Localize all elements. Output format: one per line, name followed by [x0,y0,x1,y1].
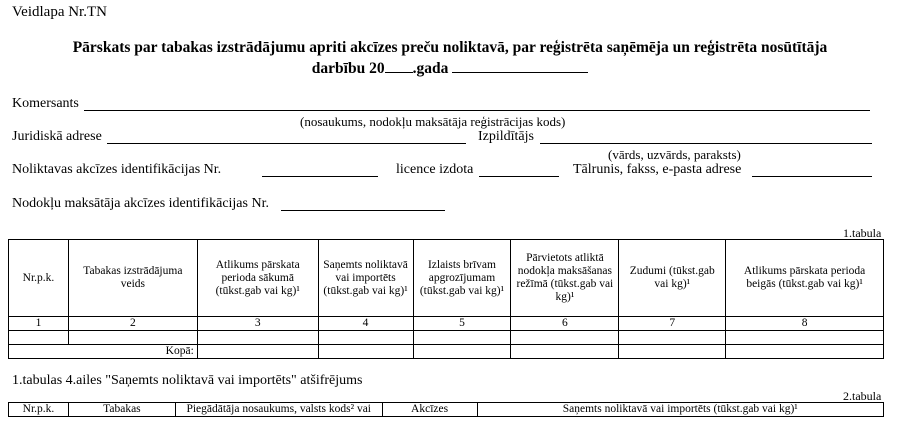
noliktavas-id-field[interactable] [262,176,378,177]
komersants-label: Komersants [12,96,79,111]
t2-header-piegadatajs: Piegādātāja nosaukums, valsts kods² vai [175,403,382,417]
t1-header-sanemts: Saņemts noliktavā vai importēts (tūkst.gab vai kg)¹ [318,240,413,317]
izpilditajs-field[interactable] [540,143,872,144]
t1-colnum: 4 [318,317,413,331]
table1-label: 1.tabula [843,226,882,240]
table-cell[interactable] [413,331,511,345]
table-cell[interactable] [318,331,413,345]
t1-colnum: 2 [68,317,197,331]
t1-total-row [9,345,884,359]
t1-header-izlaists: Izlaists brīvam apgrozījumam (tūkst.gab vai kg)¹ [413,240,511,317]
t1-header-zudumi: Zudumi (tūkst.gab vai kg)¹ [619,240,726,317]
t1-colnum: 7 [619,317,726,331]
t1-header-atlikums-sakuma: Atlikums pārskata perioda sākumā (tūkst.gab vai kg)¹ [197,240,318,317]
t1-header-veids: Tabakas izstrādājuma veids [68,240,197,317]
form-id: Veidlapa Nr.TN [12,4,107,20]
t1-colnum: 1 [9,317,69,331]
maksataja-id-label: Nodokļu maksātāja akcīzes identifikācijas Nr. [12,196,269,211]
t1-colnum: 5 [413,317,511,331]
t1-colnum: 6 [511,317,619,331]
table-cell[interactable] [619,345,726,359]
table-cell[interactable] [619,331,726,345]
table-cell[interactable] [726,345,884,359]
table-cell[interactable] [9,331,69,345]
title-year-prefix: darbību 20 [311,60,385,77]
table-cell[interactable] [197,345,318,359]
juridiska-adrese-field[interactable] [107,143,466,144]
t1-colnum: 3 [197,317,318,331]
komersants-hint: (nosaukums, nodokļu maksātāja reģistrācijas kods) [300,114,566,129]
t2-header-sanemts: Saņemts noliktavā vai importēts (tūkst.gab vai kg)¹ [477,403,883,417]
t2-header-nr: Nr.p.k. [9,403,69,417]
t1-header-atlikums-beigas: Atlikums pārskata perioda beigās (tūkst.gab vai kg)¹ [726,240,884,317]
table-cell[interactable] [318,345,413,359]
table-cell[interactable] [511,345,619,359]
table2 [8,402,884,417]
izpilditajs-label: Izpildītājs [478,129,534,144]
t2-header-akcizes: Akcīzes [382,403,477,417]
maksataja-id-field[interactable] [281,210,445,211]
table-cell[interactable] [68,331,197,345]
t1-header-nr: Nr.p.k. [9,240,69,317]
t1-header-parvietots: Pārvietots atliktā nodokļa maksāšanas režīmā (tūkst.gab vai kg)¹ [511,240,619,317]
form-title-line1: Pārskats par tabakas izstrādājumu apriti akcīzes preču noliktavā, par reģistrēta saņēmēja un reģistrēta nosūtītāja [72,39,828,56]
izpilditajs-hint: (vārds, uzvārds, paraksts) [608,147,741,162]
t1-total-label: Kopā: [9,345,198,359]
section2-title: 1.tabulas 4.ailes "Saņemts noliktavā vai importēts" atšifrējums [12,373,363,388]
form-title-line2 [0,58,900,79]
t2-header-tabakas: Tabakas [68,403,175,417]
table1 [8,239,884,359]
table-cell[interactable] [197,331,318,345]
licence-field[interactable] [479,176,559,177]
table-cell[interactable] [413,345,511,359]
komersants-field[interactable] [84,110,870,111]
noliktavas-id-label: Noliktavas akcīzes identifikācijas Nr. [12,162,222,177]
table-cell[interactable] [511,331,619,345]
year-blank[interactable] [385,58,413,73]
table2-label: 2.tabula [843,389,882,403]
talrunis-label: Tālrunis, fakss, e-pasta adrese [573,162,742,177]
t1-colnum: 8 [726,317,884,331]
title-gada: .gada [412,60,449,77]
juridiska-adrese-label: Juridiskā adrese [12,129,102,144]
licence-label: licence izdota [396,162,474,177]
t1-empty-row [9,331,884,345]
table-cell[interactable] [726,331,884,345]
talrunis-field[interactable] [752,176,872,177]
period-blank[interactable] [452,58,588,73]
